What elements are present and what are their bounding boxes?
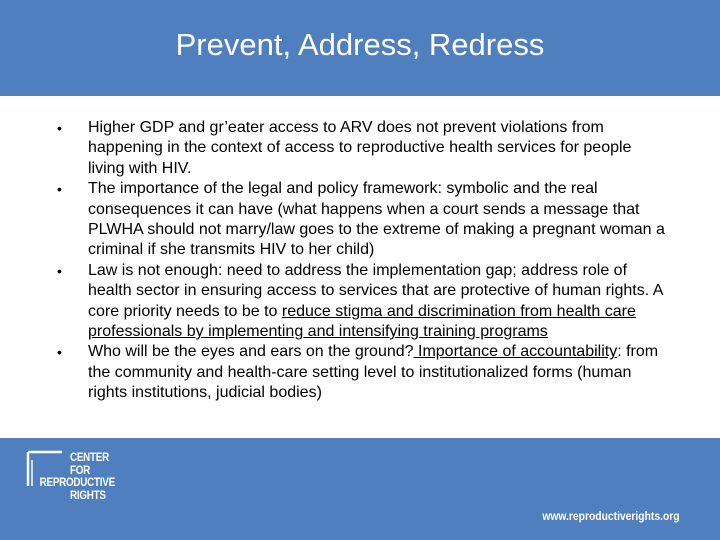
bullet-list [52,118,672,404]
logo-line: CENTER [70,450,109,464]
logo-line: REPRODUCTIVE [39,475,115,489]
bullet-item [52,179,672,261]
slide-title: Prevent, Address, Redress [175,27,545,62]
bullet-text: Higher GDP and gr’eater access to ARV does not prevent violations from happening in the context of access to reproductive health services for people living with HIV. [88,119,632,177]
bullet-text: The importance of the legal and policy framework: symbolic and the real consequences it can have (what happens when a court sends a message that PLWHA should not marry/law goes to the extreme of making a pregnant woman a criminal if she transmits HIV to her child) [88,180,665,259]
footer-bar [0,438,720,540]
logo-line: RIGHTS [70,487,106,502]
bullet-marker: • [57,181,62,198]
bullet-item [52,118,672,179]
website-url[interactable]: www.reproductiverights.org [542,509,680,523]
slide-body [52,118,672,404]
title-bar [0,0,720,96]
logo-line: FOR [70,462,91,477]
bullet-text: Law is not enough: need to address the implementation gap; address role of health sector in ensuring access to services that are protective of human rights. A core priority needs to be to [88,261,663,320]
bullet-text-continued: : from the community and health-care setting level to institutionalized forms (human rights institutions, judicial bodies) [88,343,659,402]
logo-wordmark [39,450,145,502]
bullet-marker: • [57,344,62,361]
bullet-text: Who will be the eyes and ears on the ground? [88,343,414,361]
underlined-accountability-text: Importance of accountability [413,343,618,361]
bullet-marker: • [57,262,62,279]
bullet-marker: • [57,120,62,136]
underlined-priority-text: reduce stigma and discrimination from health care professionals by implementing and intensifying training programs [88,302,636,341]
center-for-reproductive-rights-logo [22,450,132,530]
bullet-item [52,261,672,343]
bullet-item [52,342,672,403]
